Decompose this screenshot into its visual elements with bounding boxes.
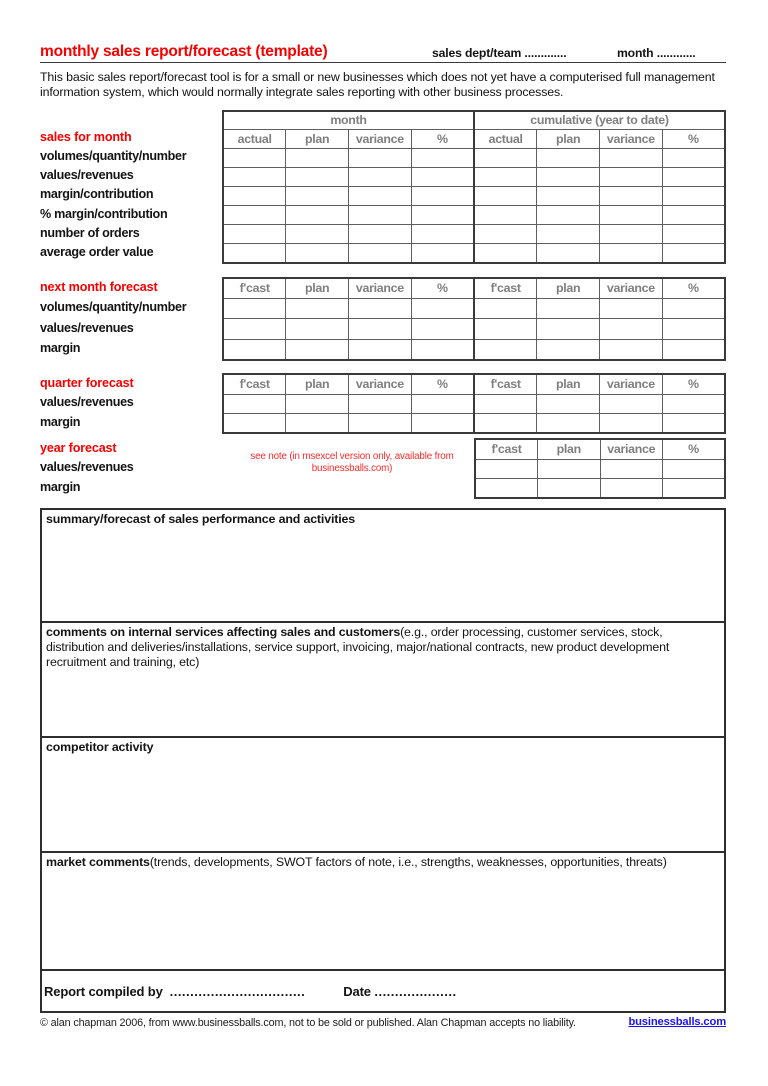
data-cell (663, 459, 726, 479)
data-cell (662, 206, 725, 225)
column-header: plan (286, 374, 349, 394)
section-title-sales-for-month: sales for month (40, 130, 132, 144)
internal-services-heading (46, 625, 720, 669)
data-cell (600, 394, 663, 414)
data-cell (411, 298, 474, 319)
data-cell (600, 298, 663, 319)
internal-services-heading-text: comments on internal services affecting sales and customers (46, 625, 401, 639)
data-cell (538, 459, 601, 479)
data-cell (349, 206, 412, 225)
column-header: plan (538, 439, 601, 459)
data-cell (286, 148, 349, 167)
data-cell (223, 244, 286, 263)
data-cell (286, 167, 349, 186)
data-cell (223, 319, 286, 340)
section-title-next-month-forecast: next month forecast (40, 280, 158, 294)
data-cell (223, 206, 286, 225)
summary-heading-text: summary/forecast of sales performance and activities (46, 512, 355, 526)
data-cell (537, 414, 600, 434)
data-cell (662, 319, 725, 340)
data-cell (600, 319, 663, 340)
intro-paragraph: This basic sales report/forecast tool is for a small or new businesses which does not yet have a computerised full management information system, which would normally integrate sales reporting with other business processes. (40, 70, 715, 99)
market-comments-heading (46, 855, 720, 870)
row-label: values/revenues (40, 395, 134, 409)
data-cell (600, 244, 663, 263)
data-cell (349, 319, 412, 340)
month-field: month ............ (617, 46, 696, 60)
data-cell (600, 206, 663, 225)
data-cell (474, 244, 537, 263)
data-cell (349, 298, 412, 319)
column-header: f'cast (223, 278, 286, 298)
row-label: average order value (40, 245, 154, 259)
column-header: actual (223, 129, 286, 148)
data-cell (411, 244, 474, 263)
row-label: margin (40, 341, 81, 356)
data-cell (349, 167, 412, 186)
data-cell (662, 298, 725, 319)
row-label: volumes/quantity/number (40, 149, 187, 163)
column-header: plan (537, 278, 600, 298)
data-cell (411, 186, 474, 205)
column-header: % (662, 374, 725, 394)
data-table-quarter-forecast (222, 373, 726, 434)
column-header: variance (349, 278, 412, 298)
data-cell (537, 148, 600, 167)
column-header: variance (349, 374, 412, 394)
data-cell (411, 319, 474, 340)
data-cell (474, 339, 537, 360)
column-header: plan (537, 374, 600, 394)
row-label: values/revenues (40, 460, 134, 474)
data-cell (537, 339, 600, 360)
row-label: volumes/quantity/number (40, 300, 187, 314)
copyright-text: © alan chapman 2006, from www.businessballs.com, not to be sold or published. Alan Chapman accepts no liability. (40, 1017, 576, 1029)
data-cell (349, 244, 412, 263)
data-cell (411, 414, 474, 434)
column-header: % (411, 129, 474, 148)
row-label: values/revenues (40, 320, 134, 335)
date-fill-line: .................... (374, 983, 457, 999)
column-header: f'cast (474, 374, 537, 394)
data-cell (474, 225, 537, 244)
row-label: margin (40, 479, 81, 494)
row-label: margin (40, 414, 81, 429)
market-comments-box (42, 853, 724, 971)
market-comments-heading-text: market comments (46, 855, 150, 869)
data-cell (537, 319, 600, 340)
data-cell (411, 339, 474, 360)
group-header: cumulative (year to date) (474, 111, 725, 129)
table-section-next-month-forecast (40, 277, 730, 363)
table-section-sales-for-month (40, 110, 730, 266)
page-title: monthly sales report/forecast (template) (40, 43, 328, 60)
row-label: margin/contribution (40, 187, 154, 202)
data-cell (474, 186, 537, 205)
data-cell (411, 394, 474, 414)
data-cell (662, 148, 725, 167)
data-cell (538, 479, 601, 499)
title-divider (40, 62, 726, 63)
data-cell (223, 167, 286, 186)
internal-services-detail-text: (e.g., order processing, customer services, stock, distribution and deliveries/installations, service support, invoicing, major/national contracts, new product development recruitment and training, etc) (46, 625, 670, 669)
data-cell (662, 414, 725, 434)
data-cell (662, 167, 725, 186)
sales-dept-team-field: sales dept/team ............. (432, 46, 567, 60)
data-cell (600, 414, 663, 434)
data-cell (411, 206, 474, 225)
data-cell (600, 339, 663, 360)
column-header: f'cast (475, 439, 538, 459)
data-cell (537, 206, 600, 225)
data-cell (286, 298, 349, 319)
section-title-quarter-forecast: quarter forecast (40, 376, 134, 390)
data-cell (286, 225, 349, 244)
column-header: variance (600, 439, 663, 459)
table-section-year-forecast (40, 438, 730, 501)
column-header: plan (286, 129, 349, 148)
row-label: values/revenues (40, 168, 134, 183)
data-cell (223, 298, 286, 319)
column-header: variance (600, 278, 663, 298)
date-label: Date (343, 983, 371, 999)
column-header: plan (537, 129, 600, 148)
comments-panel (40, 508, 726, 1013)
competitor-activity-box (42, 738, 724, 853)
column-header: variance (600, 129, 663, 148)
data-cell (537, 244, 600, 263)
data-cell (349, 414, 412, 434)
summary-box (42, 510, 724, 623)
data-cell (286, 244, 349, 263)
column-header: f'cast (474, 278, 537, 298)
data-cell (474, 394, 537, 414)
data-cell (474, 206, 537, 225)
competitor-activity-heading-text: competitor activity (46, 740, 154, 754)
section-title-year-forecast: year forecast (40, 441, 117, 455)
data-cell (349, 225, 412, 244)
table-section-quarter-forecast (40, 373, 730, 436)
competitor-activity-heading (46, 740, 720, 755)
data-cell (286, 414, 349, 434)
data-cell (286, 186, 349, 205)
data-cell (349, 394, 412, 414)
group-header: month (223, 111, 474, 129)
data-cell (600, 167, 663, 186)
market-comments-detail-text: (trends, developments, SWOT factors of note, i.e., strengths, weaknesses, opportunities, threats) (149, 855, 667, 869)
data-cell (600, 479, 663, 499)
column-header: variance (600, 374, 663, 394)
column-header: % (411, 374, 474, 394)
data-cell (663, 479, 726, 499)
data-cell (349, 339, 412, 360)
internal-services-box (42, 623, 724, 738)
summary-heading (46, 512, 720, 527)
data-cell (600, 225, 663, 244)
businessballs-link[interactable]: businessballs.com (628, 1016, 726, 1028)
data-cell (223, 148, 286, 167)
data-cell (349, 186, 412, 205)
data-table-sales-for-month (222, 110, 726, 264)
data-cell (223, 394, 286, 414)
data-cell (600, 459, 663, 479)
data-cell (223, 186, 286, 205)
data-cell (600, 186, 663, 205)
data-table-year-forecast (474, 438, 726, 499)
column-header: f'cast (223, 374, 286, 394)
data-cell (349, 148, 412, 167)
data-cell (475, 479, 538, 499)
data-cell (475, 459, 538, 479)
column-header: actual (474, 129, 537, 148)
data-cell (223, 339, 286, 360)
data-cell (537, 167, 600, 186)
data-cell (286, 319, 349, 340)
data-cell (411, 148, 474, 167)
report-compiled-by-label: Report compiled by (44, 983, 163, 999)
data-cell (537, 186, 600, 205)
column-header: % (662, 278, 725, 298)
data-cell (600, 148, 663, 167)
data-cell (662, 244, 725, 263)
data-cell (223, 225, 286, 244)
data-table-next-month-forecast (222, 277, 726, 361)
column-header: variance (349, 129, 412, 148)
data-cell (662, 339, 725, 360)
data-cell (474, 414, 537, 434)
data-cell (411, 167, 474, 186)
data-cell (537, 394, 600, 414)
data-cell (474, 298, 537, 319)
data-cell (537, 225, 600, 244)
data-cell (662, 186, 725, 205)
data-cell (286, 206, 349, 225)
data-cell (662, 394, 725, 414)
data-cell (474, 319, 537, 340)
compiled-by-fill-line: ................................. (169, 983, 306, 999)
column-header: % (411, 278, 474, 298)
data-cell (223, 414, 286, 434)
data-cell (662, 225, 725, 244)
column-header: % (662, 129, 725, 148)
data-cell (286, 339, 349, 360)
row-label: % margin/contribution (40, 206, 168, 221)
data-cell (474, 148, 537, 167)
signoff-row (42, 971, 724, 1011)
data-cell (286, 394, 349, 414)
data-cell (474, 167, 537, 186)
column-header: % (663, 439, 726, 459)
data-cell (411, 225, 474, 244)
data-cell (537, 298, 600, 319)
row-label: number of orders (40, 225, 140, 240)
column-header: plan (286, 278, 349, 298)
excel-note: see note (in msexcel version only, available from businessballs.com) (250, 451, 454, 474)
